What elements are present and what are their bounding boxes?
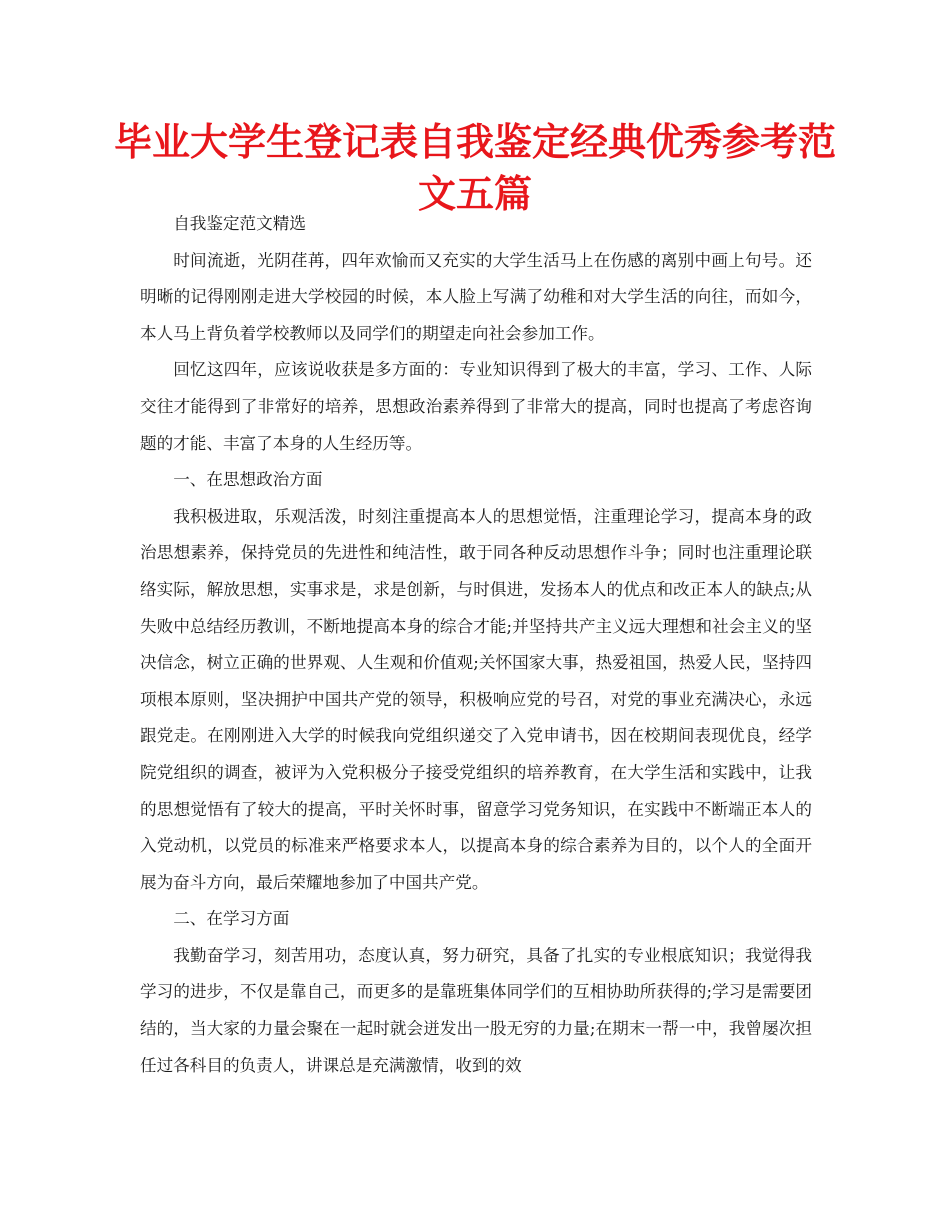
body-paragraph: 我积极进取，乐观活泼，时刻注重提高本人的思想觉悟，注重理论学习，提高本身的政治思想素养，保持党员的先进性和纯洁性，敢于同各种反动思想作斗争；同时也注重理论联络实际，解放思想，实事求是，求是创新，与时俱进，发扬本人的优点和改正本人的缺点;从失败中总结经历教训，不断地提高本身的综合才能;并坚持共产主义远大理想和社会主义的坚决信念，树立正确的世界观、人生观和价值观;关怀国家大事，热爱祖国，热爱人民，坚持四项根本原则，坚决拥护中国共产党的领导，积极响应党的号召，对党的事业充满决心，永远跟党走。在刚刚进入大学的时候我向党组织递交了入党申请书，因在校期间表现优良，经学院党组织的调查，被评为入党积极分子接受党组织的培养教育，在大学生活和实践中，让我的思想觉悟有了较大的提高，平时关怀时事，留意学习党务知识，在实践中不断端正本人的入党动机，以党员的标准来严格要求本人，以提高本身的综合素养为目的，以个人的全面开展为奋斗方向，最后荣耀地参加了中国共产党。	[140, 506, 812, 892]
document-body	[140, 206, 812, 1084]
body-paragraph: 回忆这四年，应该说收获是多方面的：专业知识得到了极大的丰富，学习、工作、人际交往才能得到了非常好的培养，思想政治素养得到了非常大的提高，同时也提高了考虑咨询题的才能、丰富了本身的人生经历等。	[140, 360, 812, 453]
section-heading: 二、在学习方面	[173, 909, 290, 929]
section-label: 自我鉴定范文精选	[173, 214, 306, 233]
body-paragraph: 我勤奋学习，刻苦用功，态度认真，努力研究，具备了扎实的专业根底知识；我觉得我学习的进步，不仅是靠自己，而更多的是靠班集体同学们的互相协助所获得的;学习是需要团结的，当大家的力量会聚在一起时就会迸发出一股无穷的力量;在期末一帮一中，我曾屡次担任过各科目的负责人，讲课总是充满激情，收到的效	[140, 945, 812, 1075]
section-heading: 一、在思想政治方面	[173, 470, 323, 490]
page-title: 毕业大学生登记表自我鉴定经典优秀参考范文五篇	[113, 120, 836, 216]
body-paragraph: 时间流逝，光阴荏苒，四年欢愉而又充实的大学生活马上在伤感的离别中画上句号。还明晰的记得刚刚走进大学校园的时候，本人脸上写满了幼稚和对大学生活的向往，而如今，本人马上背负着学校教师以及同学们的期望走向社会参加工作。	[140, 250, 812, 343]
